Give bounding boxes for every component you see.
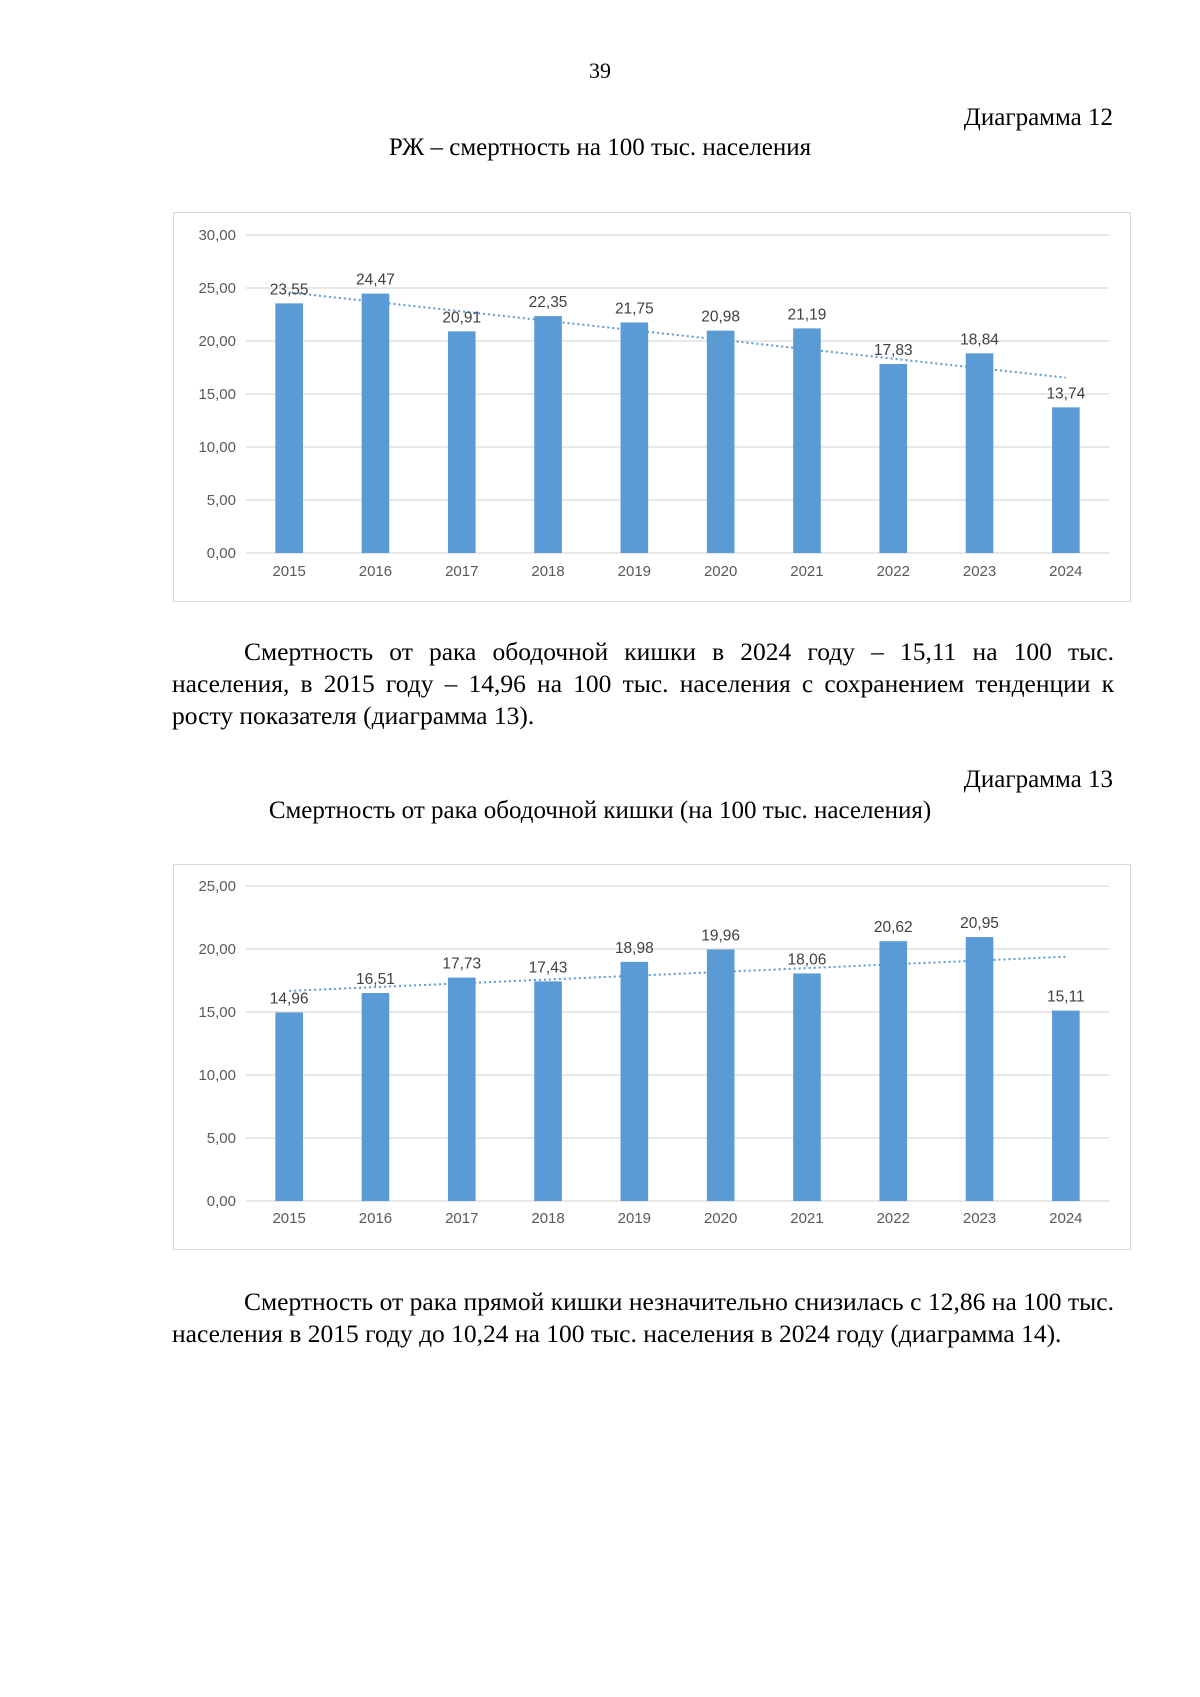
chart-13 [174,865,1129,1248]
x-tick-label: 2018 [531,563,565,580]
diagram-12-title: РЖ – смертность на 100 тыс. населения [388,134,812,161]
x-tick-label: 2017 [445,563,479,580]
y-tick-label: 10,00 [198,439,236,456]
data-label-2017: 17,73 [442,955,482,973]
x-tick-label: 2017 [445,1210,479,1227]
x-tick-label: 2023 [962,1210,997,1227]
data-label-2021: 18,06 [787,951,827,969]
x-tick-label: 2018 [531,1210,565,1227]
bar-2024 [1052,1011,1080,1201]
paragraph-colon-mortality: Смертность от рака ободочной кишки в 2024 году – 15,11 на 100 тыс. населения, в 2015 году – 14,96 на 100 тыс. населения с сохранением тенденции к росту показателя (диаграмма 13). [172,637,1114,730]
trendline [289,957,1066,991]
data-label-2022: 20,62 [873,919,913,937]
bar-2020 [707,331,735,553]
bar-2023 [966,937,994,1201]
y-tick-label: 15,00 [198,386,236,403]
bar-2023 [966,353,994,553]
y-tick-label: 15,00 [198,1004,236,1021]
bar-2017 [448,978,476,1201]
y-tick-label: 0,00 [206,1193,236,1210]
data-label-2015: 23,55 [269,281,309,299]
x-tick-label: 2021 [790,1210,824,1227]
paragraph-rectal-mortality: Смертность от рака прямой кишки незначительно снизилась с 12,86 на 100 тыс. населения в 2015 году до 10,24 на 100 тыс. населения в 2024 году (диаграмма 14). [172,1287,1114,1348]
bar-2021 [793,328,821,553]
x-tick-label: 2023 [962,563,997,580]
y-tick-label: 25,00 [198,280,236,297]
x-tick-label: 2016 [358,563,393,580]
x-tick-label: 2021 [790,563,824,580]
x-tick-label: 2022 [876,563,910,580]
trendline [289,292,1066,377]
x-tick-label: 2016 [358,1210,393,1227]
y-tick-label: 5,00 [206,492,236,509]
data-label-2019: 18,98 [614,939,654,957]
bar-2017 [448,331,476,553]
x-tick-label: 2024 [1049,563,1083,580]
data-label-2021: 21,19 [787,306,827,324]
bar-2019 [621,322,649,553]
bar-2015 [275,1013,303,1201]
x-tick-label: 2019 [617,1210,652,1227]
bar-2022 [879,364,907,553]
data-label-2016: 24,47 [356,271,395,289]
bar-2016 [362,294,390,553]
data-label-2018: 17,43 [528,959,568,977]
page-number: 39 [589,58,611,83]
chart-12 [174,213,1129,600]
bar-2021 [793,973,821,1201]
bar-2020 [707,950,735,1201]
data-label-2023: 18,84 [960,331,999,349]
y-tick-label: 10,00 [198,1067,236,1084]
x-tick-label: 2015 [272,563,306,580]
data-label-2017: 20,91 [442,309,482,327]
bar-2016 [362,993,390,1201]
data-label-2019: 21,75 [614,300,654,318]
y-tick-label: 0,00 [206,545,236,562]
bar-2018 [534,981,562,1201]
chart-13-frame [173,864,1131,1250]
bar-2018 [534,316,562,553]
bar-2015 [275,303,303,553]
y-tick-label: 20,00 [198,333,236,350]
diagram-13-label: Диаграмма 13 [963,766,1113,793]
x-tick-label: 2015 [272,1210,306,1227]
y-tick-label: 5,00 [206,1130,236,1147]
y-tick-label: 25,00 [198,878,236,895]
x-tick-label: 2024 [1049,1210,1083,1227]
x-tick-label: 2022 [876,1210,910,1227]
bar-2019 [621,962,649,1201]
bar-2024 [1052,407,1080,553]
data-label-2020: 19,96 [701,927,741,945]
data-label-2022: 17,83 [873,342,913,360]
x-tick-label: 2020 [703,563,738,580]
y-tick-label: 20,00 [198,941,236,958]
bar-2022 [879,941,907,1201]
y-tick-label: 30,00 [198,227,236,244]
diagram-12-label: Диаграмма 12 [963,104,1113,131]
x-tick-label: 2019 [617,563,652,580]
data-label-2016: 16,51 [356,970,395,988]
data-label-2018: 22,35 [528,294,568,312]
data-label-2024: 13,74 [1046,385,1086,403]
x-tick-label: 2020 [703,1210,738,1227]
diagram-13-title: Смертность от рака ободочной кишки (на 100 тыс. населения) [268,797,932,824]
data-label-2023: 20,95 [960,915,999,933]
data-label-2015: 14,96 [269,990,309,1008]
data-label-2020: 20,98 [701,308,741,326]
chart-12-frame [173,212,1131,602]
data-label-2024: 15,11 [1047,988,1085,1006]
